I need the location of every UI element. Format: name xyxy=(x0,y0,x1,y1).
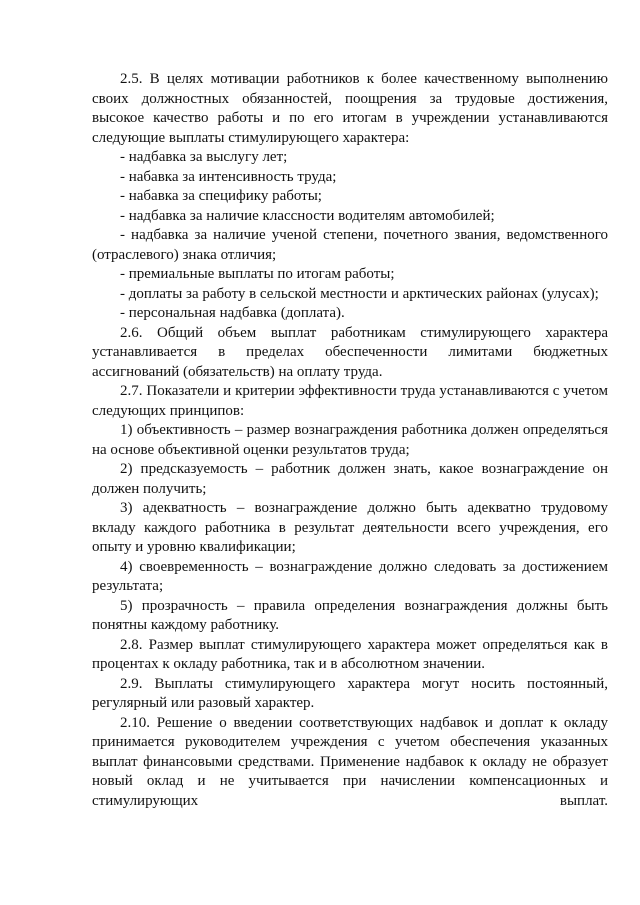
principle-timeliness: 4) своевременность – вознаграждение должно следовать за достижением результата; xyxy=(92,558,608,594)
list-item-driver-class-bonus: - надбавка за наличие классности водителям автомобилей; xyxy=(120,207,495,224)
list-item-intensity-bonus: - набавка за интенсивность труда; xyxy=(120,168,337,185)
list-item-degree-bonus: - надбавка за наличие ученой степени, почетного звания, ведомственного (отраслевого) знака отличия; xyxy=(92,227,608,263)
principle-transparency: 5) прозрачность – правила определения вознаграждения должны быть понятны каждому работнику. xyxy=(92,597,608,633)
principle-objectivity: 1) объективность – размер вознаграждения работника должен определяться на основе объективной оценки результатов труда; xyxy=(92,422,608,458)
list-item-specifics-bonus: - набавка за специфику работы; xyxy=(120,188,322,204)
paragraph-2-7: 2.7. Показатели и критерии эффективности труда устанавливаются с учетом следующих принципов: xyxy=(92,383,608,419)
list-item-premium-payments: - премиальные выплаты по итогам работы; xyxy=(120,266,395,282)
paragraph-2-10: 2.10. Решение о введении соответствующих надбавок и доплат к окладу принимается руководителем учреждения с учетом обеспечения указанных выплат финансовыми средствами. Применение надбавок к окладу не образует новый оклад и не учитывается при начислении компенсационных и стимулирующих выплат. xyxy=(92,714,608,809)
paragraph-2-5: 2.5. В целях мотивации работников к более качественному выполнению своих должностных обязанностей, поощрения за трудовые достижения, высокое качество работы и по его итогам в учреждении устанавливаются следующие выплаты стимулирующего характера: xyxy=(92,71,608,146)
principle-adequacy: 3) адекватность – вознаграждение должно быть адекватно трудовому вкладу каждого работника в результат деятельности всего учреждения, его опыту и уровню квалификации; xyxy=(92,500,608,555)
list-item-rural-arctic-allowance: - доплаты за работу в сельской местности и арктических районах (улусах); xyxy=(120,285,599,302)
list-item-seniority-bonus: - надбавка за выслугу лет; xyxy=(120,149,288,165)
paragraph-2-8: 2.8. Размер выплат стимулирующего характера может определяться как в процентах к окладу работника, так и в абсолютном значении. xyxy=(92,636,608,672)
document-body xyxy=(92,70,608,811)
paragraph-2-9: 2.9. Выплаты стимулирующего характера могут носить постоянный, регулярный или разовый характер. xyxy=(92,675,608,711)
paragraph-2-6: 2.6. Общий объем выплат работникам стимулирующего характера устанавливается в пределах обеспеченности лимитами бюджетных ассигнований (обязательств) на оплату труда. xyxy=(92,324,608,380)
principle-predictability: 2) предсказуемость – работник должен знать, какое вознаграждение он должен получить; xyxy=(92,461,608,497)
list-item-personal-bonus: - персональная надбавка (доплата). xyxy=(120,305,345,321)
